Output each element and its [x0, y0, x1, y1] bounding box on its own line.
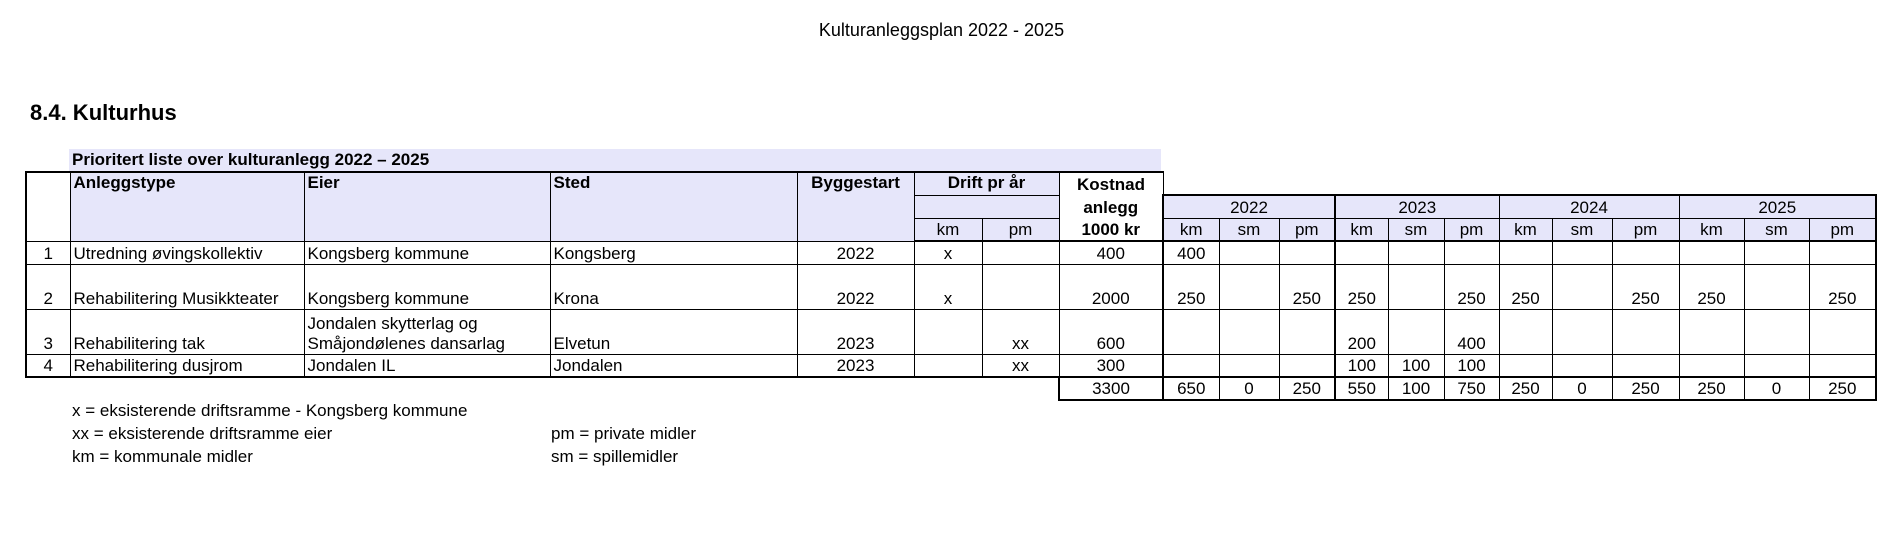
nr-header-cell — [26, 172, 70, 241]
anleggstype-cell: Rehabilitering dusjrom — [70, 354, 304, 377]
sted-cell: Jondalen — [550, 354, 797, 377]
sted-cell: Elvetun — [550, 309, 797, 354]
cell-2022-sm — [1219, 241, 1279, 264]
cell-2023-km: 100 — [1335, 354, 1388, 377]
legend-xx: xx = eksisterende driftsramme eier — [72, 424, 333, 443]
cell-2022-sm — [1219, 354, 1279, 377]
cell-2025-pm: 250 — [1809, 264, 1876, 309]
cell-2024-pm — [1612, 354, 1679, 377]
cell-2022-sm — [1219, 309, 1279, 354]
kostnad-header-line-3: 1000 kr — [1059, 218, 1163, 241]
total-kostnad-cell: 3300 — [1059, 377, 1163, 400]
drift-pm-header: pm — [982, 218, 1059, 241]
anleggstype-header: Anleggstype — [70, 172, 304, 241]
kostnad-header-line-1: Kostnad — [1059, 172, 1163, 195]
cell-2022-km — [1163, 309, 1219, 354]
year-header-2023: 2023 — [1335, 195, 1499, 218]
anleggstype-cell: Rehabilitering tak — [70, 309, 304, 354]
drift-km-cell: x — [914, 264, 982, 309]
byggestart-cell: 2022 — [797, 241, 914, 264]
eier-cell — [304, 241, 550, 264]
legend-km: km = kommunale midler — [72, 447, 253, 466]
sub-header-pm: pm — [1809, 218, 1876, 241]
total-2023-sm: 100 — [1388, 377, 1444, 400]
cell-2022-sm — [1219, 264, 1279, 309]
kostnad-cell: 2000 — [1059, 264, 1163, 309]
cell-2022-km: 400 — [1163, 241, 1219, 264]
cell-2023-sm — [1388, 309, 1444, 354]
kostnad-cell: 400 — [1059, 241, 1163, 264]
document-header: Kulturanleggsplan 2022 - 2025 — [818, 20, 1065, 40]
table-row — [26, 309, 1876, 354]
drift-spacer-cell — [914, 195, 1059, 218]
total-2022-sm: 0 — [1219, 377, 1279, 400]
total-2025-pm: 250 — [1809, 377, 1876, 400]
row-number-cell: 1 — [26, 241, 70, 264]
total-2024-sm: 0 — [1552, 377, 1612, 400]
cell-2024-km: 250 — [1499, 264, 1552, 309]
sub-header-pm: pm — [1612, 218, 1679, 241]
kostnad-cell: 600 — [1059, 309, 1163, 354]
cell-2025-sm — [1744, 241, 1809, 264]
totals-spacer-cell — [26, 377, 1059, 400]
sub-header-km: km — [1679, 218, 1744, 241]
drift-km-header: km — [914, 218, 982, 241]
header-blank-area — [1163, 172, 1876, 195]
cell-2022-pm: 250 — [1279, 264, 1335, 309]
cell-2022-pm — [1279, 241, 1335, 264]
cell-2024-sm — [1552, 241, 1612, 264]
drift-pm-cell: xx — [982, 354, 1059, 377]
sted-header: Sted — [550, 172, 797, 241]
total-2022-pm: 250 — [1279, 377, 1335, 400]
cell-2024-sm — [1552, 309, 1612, 354]
year-header-2024: 2024 — [1499, 195, 1679, 218]
eier-cell — [304, 309, 550, 354]
year-header-2025: 2025 — [1679, 195, 1876, 218]
total-2024-km: 250 — [1499, 377, 1552, 400]
cell-2022-pm — [1279, 309, 1335, 354]
eier-cell — [304, 354, 550, 377]
sub-header-km: km — [1499, 218, 1552, 241]
totals-row — [26, 377, 1876, 400]
cell-2022-pm — [1279, 354, 1335, 377]
drift-km-cell — [914, 354, 982, 377]
total-2023-km: 550 — [1335, 377, 1388, 400]
sub-header-sm: sm — [1552, 218, 1612, 241]
anleggstype-cell: Rehabilitering Musikkteater — [70, 264, 304, 309]
eier-line-1: Jondalen skytterlag og — [307, 313, 478, 333]
anleggstype-cell: Utredning øvingskollektiv — [70, 241, 304, 264]
cell-2024-pm: 250 — [1612, 264, 1679, 309]
cell-2023-km: 200 — [1335, 309, 1388, 354]
drift-km-cell — [914, 309, 982, 354]
header-row-1 — [26, 172, 1876, 195]
section-title: 8.4. Kulturhus — [30, 100, 177, 125]
cell-2024-sm — [1552, 264, 1612, 309]
cell-2024-km — [1499, 241, 1552, 264]
byggestart-header: Byggestart — [797, 172, 914, 241]
row-number-cell: 2 — [26, 264, 70, 309]
cell-2023-sm: 100 — [1388, 354, 1444, 377]
eier-line: Jondalen IL — [307, 356, 396, 375]
cell-2025-km — [1679, 354, 1744, 377]
cell-2023-sm — [1388, 241, 1444, 264]
table-row — [26, 264, 1876, 309]
total-2025-sm: 0 — [1744, 377, 1809, 400]
sted-cell: Kongsberg — [550, 241, 797, 264]
table-caption: Prioritert liste over kulturanlegg 2022 – 2025 — [69, 149, 1161, 171]
cell-2025-km — [1679, 241, 1744, 264]
cell-2025-pm — [1809, 309, 1876, 354]
byggestart-cell: 2023 — [797, 309, 914, 354]
cell-2025-km: 250 — [1679, 264, 1744, 309]
eier-line: Kongsberg kommune — [307, 243, 470, 263]
drift-pm-cell — [982, 241, 1059, 264]
total-2024-pm: 250 — [1612, 377, 1679, 400]
cell-2024-km — [1499, 354, 1552, 377]
cell-2024-pm — [1612, 241, 1679, 264]
kostnad-header-line-2: anlegg — [1059, 195, 1163, 218]
sub-header-km: km — [1163, 218, 1219, 241]
eier-line-2: Småjondølenes dansarlag — [307, 333, 506, 353]
sted-cell: Krona — [550, 264, 797, 309]
sub-header-km: km — [1335, 218, 1388, 241]
legend-sm: sm = spillemidler — [551, 447, 679, 466]
cell-2024-km — [1499, 309, 1552, 354]
total-2025-km: 250 — [1679, 377, 1744, 400]
drift-km-cell: x — [914, 241, 982, 264]
cell-2025-sm — [1744, 264, 1809, 309]
sub-header-sm: sm — [1219, 218, 1279, 241]
sub-header-sm: sm — [1744, 218, 1809, 241]
cell-2023-km — [1335, 241, 1388, 264]
drift-pm-cell — [982, 264, 1059, 309]
eier-header: Eier — [304, 172, 550, 241]
table-row — [26, 241, 1876, 264]
byggestart-cell: 2022 — [797, 264, 914, 309]
sub-header-pm: pm — [1444, 218, 1499, 241]
sub-header-pm: pm — [1279, 218, 1335, 241]
cell-2023-pm — [1444, 241, 1499, 264]
drift-pm-cell: xx — [982, 309, 1059, 354]
row-number-cell: 3 — [26, 309, 70, 354]
cell-2025-sm — [1744, 309, 1809, 354]
cell-2023-km: 250 — [1335, 264, 1388, 309]
row-number-cell: 4 — [26, 354, 70, 377]
cell-2023-pm: 400 — [1444, 309, 1499, 354]
legend-x: x = eksisterende driftsramme - Kongsberg kommune — [72, 401, 468, 420]
culture-facility-table — [25, 171, 1877, 401]
cell-2022-km: 250 — [1163, 264, 1219, 309]
cell-2024-pm — [1612, 309, 1679, 354]
drift-header: Drift pr år — [914, 172, 1059, 195]
byggestart-cell: 2023 — [797, 354, 914, 377]
cell-2025-sm — [1744, 354, 1809, 377]
legend-pm: pm = private midler — [551, 424, 697, 443]
cell-2022-km — [1163, 354, 1219, 377]
eier-line: Kongsberg kommune — [307, 288, 470, 308]
year-header-2022: 2022 — [1163, 195, 1335, 218]
sub-header-sm: sm — [1388, 218, 1444, 241]
cell-2025-km — [1679, 309, 1744, 354]
total-2022-km: 650 — [1163, 377, 1219, 400]
cell-2025-pm — [1809, 354, 1876, 377]
cell-2024-sm — [1552, 354, 1612, 377]
total-2023-pm: 750 — [1444, 377, 1499, 400]
kostnad-cell: 300 — [1059, 354, 1163, 377]
eier-cell — [304, 264, 550, 309]
cell-2023-pm: 100 — [1444, 354, 1499, 377]
table-row — [26, 354, 1876, 377]
cell-2023-sm — [1388, 264, 1444, 309]
cell-2025-pm — [1809, 241, 1876, 264]
cell-2023-pm: 250 — [1444, 264, 1499, 309]
